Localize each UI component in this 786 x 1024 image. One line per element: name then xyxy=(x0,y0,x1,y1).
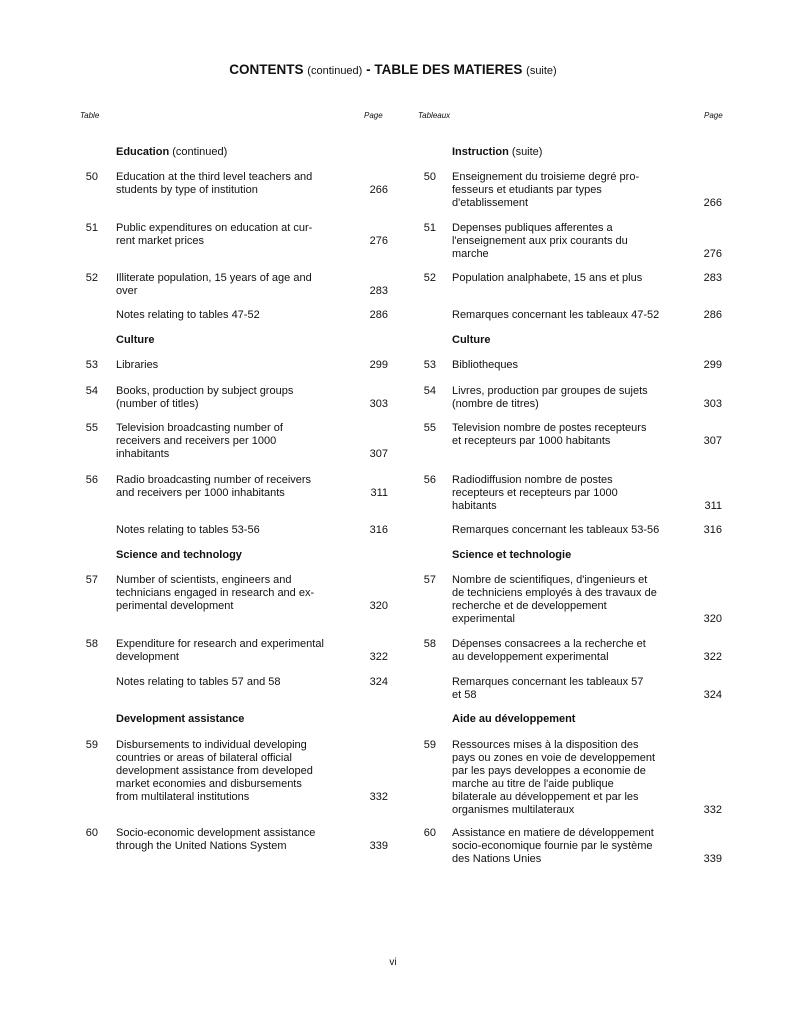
left-section-heading xyxy=(116,713,244,725)
right-toc-entry xyxy=(414,827,722,866)
table-number: 54 xyxy=(85,385,98,397)
entry-title: Assistance en matiere de développement socio-economique fournie par le système des Nations Unies xyxy=(452,827,654,865)
table-number: 50 xyxy=(423,171,436,183)
page-ref: 332 xyxy=(703,804,722,816)
entry-title: Television nombre de postes recepteurs et recepteurs par 1000 habitants xyxy=(452,422,647,447)
page-ref: 332 xyxy=(369,791,388,803)
table-number: 56 xyxy=(423,474,436,486)
page-ref: 307 xyxy=(703,435,722,447)
page-ref: 286 xyxy=(369,309,388,321)
table-number xyxy=(76,524,98,537)
right-toc-entry xyxy=(414,422,722,448)
title-en: CONTENTS xyxy=(229,62,304,77)
page-number: vi xyxy=(389,957,397,968)
entry-title: Number of scientists, engineers and technicians engaged in research and ex- perimental development xyxy=(116,574,315,612)
left-toc-entry xyxy=(76,574,388,613)
entry-title: Education at the third level teachers and students by type of institution xyxy=(116,171,313,196)
entry-title: Remarques concernant les tableaux 57 et 58 xyxy=(452,676,644,701)
table-number: 52 xyxy=(423,272,436,284)
entry-title: Notes relating to tables 47-52 xyxy=(116,309,260,321)
entry-title: Illiterate population, 15 years of age and over xyxy=(116,272,312,297)
page-ref: 283 xyxy=(703,272,722,284)
page-title xyxy=(0,62,786,77)
table-number: 55 xyxy=(423,422,436,434)
left-toc-entry xyxy=(76,739,388,804)
table-number xyxy=(414,524,436,537)
right-toc-entry xyxy=(414,171,722,210)
table-number xyxy=(76,309,98,322)
entry-title: Books, production by subject groups (number of titles) xyxy=(116,385,294,410)
left-toc-entry xyxy=(76,524,388,537)
title-en-sub: (continued) xyxy=(307,65,363,77)
title-fr: TABLE DES MATIERES xyxy=(374,62,523,77)
page-ref: 286 xyxy=(703,309,722,321)
right-section-heading xyxy=(452,334,491,346)
right-heading-text: Science et technologie xyxy=(452,549,572,561)
table-number: 55 xyxy=(85,422,98,434)
table-number: 59 xyxy=(423,739,436,751)
right-toc-entry xyxy=(414,309,722,322)
entry-title: Nombre de scientifiques, d'ingenieurs et de techniciens employés à des travaux de recherche et de developpement experimental xyxy=(452,574,657,625)
right-toc-entry xyxy=(414,272,722,285)
left-toc-entry xyxy=(76,309,388,322)
entry-title: Ressources mises à la disposition des pays ou zones en voie de developpement par les pays developpes a economie de marche au titre de l'aide publique bilaterale au développement et par les organismes multilateraux xyxy=(452,739,656,816)
left-heading-text: Education xyxy=(116,146,170,158)
page-ref: 311 xyxy=(704,500,722,512)
column-header-page-fr: Page xyxy=(704,111,723,120)
right-toc-entry xyxy=(414,474,722,513)
entry-title: Libraries xyxy=(116,359,159,371)
right-toc-entry xyxy=(414,385,722,411)
entry-title: Livres, production par groupes de sujets (nombre de titres) xyxy=(452,385,648,410)
entry-title: Public expenditures on education at cur- rent market prices xyxy=(116,222,313,247)
page-ref: 311 xyxy=(370,487,388,499)
entry-title: Dépenses consacrees a la recherche et au developpement experimental xyxy=(452,638,646,663)
right-toc-entry xyxy=(414,739,722,817)
column-header-page: Page xyxy=(364,111,383,120)
column-header-tableaux: Tableaux xyxy=(418,111,451,120)
right-section-heading xyxy=(452,549,571,561)
page-ref: 322 xyxy=(369,651,388,663)
left-toc-entry xyxy=(76,676,388,689)
table-number xyxy=(414,676,436,702)
left-toc-entry xyxy=(76,272,388,298)
page-ref: 276 xyxy=(703,248,722,260)
entry-title: Remarques concernant les tableaux 53-56 xyxy=(452,524,660,536)
table-number: 56 xyxy=(85,474,98,486)
left-heading-text: Development assistance xyxy=(116,713,245,725)
table-number: 53 xyxy=(85,359,98,371)
page-ref: 316 xyxy=(703,524,722,536)
table-number: 51 xyxy=(423,222,436,234)
page-ref: 339 xyxy=(703,853,722,865)
right-section-heading xyxy=(452,146,542,158)
table-number xyxy=(414,309,436,322)
table-number: 54 xyxy=(423,385,436,397)
left-section-heading xyxy=(116,549,242,561)
right-toc-entry xyxy=(414,524,722,537)
right-toc-entry xyxy=(414,676,722,702)
page-ref: 299 xyxy=(703,359,722,371)
entry-title: Notes relating to tables 53-56 xyxy=(116,524,260,536)
left-toc-entry xyxy=(76,474,388,500)
entry-title: Socio-economic development assistance through the United Nations System xyxy=(116,827,316,852)
table-number: 51 xyxy=(85,222,98,234)
page-ref: 324 xyxy=(369,676,388,688)
title-fr-sub: (suite) xyxy=(526,65,557,77)
page-ref: 303 xyxy=(369,398,388,410)
page-ref: 283 xyxy=(369,285,388,297)
column-header-table: Table xyxy=(80,111,100,120)
right-heading-text: Aide au développement xyxy=(452,713,576,725)
right-heading-sub: (suite) xyxy=(511,146,543,158)
right-section-heading xyxy=(452,713,575,725)
table-number: 57 xyxy=(423,574,436,586)
table-number: 58 xyxy=(85,638,98,650)
page-ref: 303 xyxy=(703,398,722,410)
right-toc-entry xyxy=(414,574,722,626)
left-toc-entry xyxy=(76,222,388,248)
page-ref: 322 xyxy=(703,651,722,663)
left-section-heading xyxy=(116,334,155,346)
right-toc-entry xyxy=(414,222,722,261)
right-toc-entry xyxy=(414,638,722,664)
page-ref: 324 xyxy=(703,689,722,701)
table-number: 52 xyxy=(85,272,98,284)
entry-title: Depenses publiques afferentes a l'enseignement aux prix courants du marche xyxy=(452,222,628,260)
page-ref: 339 xyxy=(369,840,388,852)
entry-title: Radiodiffusion nombre de postes recepteurs et recepteurs par 1000 habitants xyxy=(452,474,618,512)
table-number: 60 xyxy=(423,827,436,839)
page-ref: 299 xyxy=(369,359,388,371)
left-toc-entry xyxy=(76,359,388,372)
page-ref: 307 xyxy=(369,448,388,460)
entry-title: Expenditure for research and experimental development xyxy=(116,638,324,663)
entry-title: Disbursements to individual developing countries or areas of bilateral official development assistance from developed market economies and disbursements from multilateral institutions xyxy=(116,739,313,803)
entry-title: Radio broadcasting number of receivers and receivers per 1000 inhabitants xyxy=(116,474,312,499)
page-ref: 276 xyxy=(369,235,388,247)
right-heading-text: Culture xyxy=(452,334,491,346)
page-ref: 266 xyxy=(369,184,388,196)
left-heading-text: Culture xyxy=(116,334,155,346)
table-number: 53 xyxy=(423,359,436,371)
table-number: 59 xyxy=(85,739,98,751)
table-number: 50 xyxy=(85,171,98,183)
page-ref: 320 xyxy=(703,613,722,625)
page-ref: 316 xyxy=(369,524,388,536)
table-number: 60 xyxy=(85,827,98,839)
right-toc-entry xyxy=(414,359,722,372)
table-number xyxy=(76,676,98,689)
entry-title: Remarques concernant les tableaux 47-52 xyxy=(452,309,660,321)
left-toc-entry xyxy=(76,422,388,461)
page-ref: 320 xyxy=(369,600,388,612)
entry-title: Bibliotheques xyxy=(452,359,519,371)
left-heading-sub: (continued) xyxy=(172,146,228,158)
left-toc-entry xyxy=(76,827,388,853)
left-heading-text: Science and technology xyxy=(116,549,242,561)
title-separator: - xyxy=(366,62,371,77)
left-toc-entry xyxy=(76,171,388,197)
entry-title: Enseignement du troisieme degré pro- fesseurs et etudiants par types d'etablissement xyxy=(452,171,640,209)
entry-title: Population analphabete, 15 ans et plus xyxy=(452,272,643,284)
left-toc-entry xyxy=(76,638,388,664)
left-section-heading xyxy=(116,146,227,158)
table-number: 57 xyxy=(85,574,98,586)
entry-title: Notes relating to tables 57 and 58 xyxy=(116,676,281,688)
left-toc-entry xyxy=(76,385,388,411)
right-heading-text: Instruction xyxy=(452,146,509,158)
entry-title: Television broadcasting number of receivers and receivers per 1000 inhabitants xyxy=(116,422,283,460)
table-number: 58 xyxy=(423,638,436,650)
page-ref: 266 xyxy=(703,197,722,209)
